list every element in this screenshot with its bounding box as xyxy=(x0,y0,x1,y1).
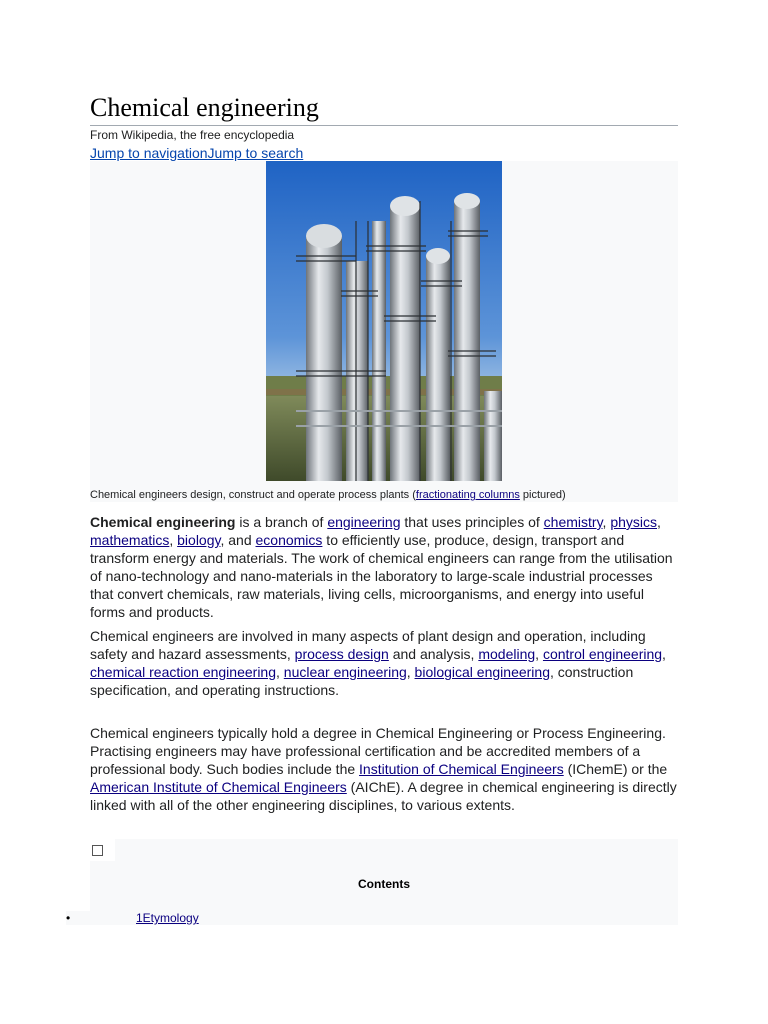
text: that uses principles of xyxy=(400,514,544,530)
text: , xyxy=(535,646,543,662)
paragraph-degree xyxy=(90,724,678,814)
bold-term: Chemical engineering xyxy=(90,514,236,530)
figure-caption xyxy=(90,488,566,502)
infobox-figure xyxy=(90,161,678,502)
fractionating-columns-image[interactable] xyxy=(266,161,502,481)
caption-text-end: pictured) xyxy=(519,489,566,501)
text: Chemical engineers typically hold a degree in Chemical Engineering or Process Engineering. Practising engineers may have professional certification and be accredited members of a professional body. Such bodies include the xyxy=(90,725,666,777)
text: , xyxy=(662,646,666,662)
toc-title: Contents xyxy=(358,877,410,891)
biology-link[interactable]: biology xyxy=(177,532,221,548)
bullet-icon: • xyxy=(66,911,71,925)
text: , xyxy=(406,664,415,680)
biological-engineering-link[interactable]: biological engineering xyxy=(414,664,550,680)
fractionating-columns-link[interactable]: fractionating columns xyxy=(415,489,520,501)
site-tagline: From Wikipedia, the free encyclopedia xyxy=(90,128,295,142)
text: , construction specification, and operating instructions. xyxy=(90,664,634,698)
jump-to-search-link[interactable]: Jump to search xyxy=(207,145,304,161)
text: , xyxy=(169,532,178,548)
text: , xyxy=(276,664,284,680)
page-title: Chemical engineering xyxy=(90,93,319,122)
text: Chemical engineers are involved in many aspects of plant design and operation, including safety and hazard assessments, xyxy=(90,628,646,662)
checkbox-icon[interactable] xyxy=(92,845,103,856)
icheme-link[interactable]: Institution of Chemical Engineers xyxy=(359,761,564,777)
table-of-contents xyxy=(66,839,678,925)
text: , xyxy=(602,514,611,530)
toc-toggle[interactable] xyxy=(90,839,115,861)
physics-link[interactable]: physics xyxy=(610,514,657,530)
text: (AIChE). A degree in chemical engineering is directly linked with all of the other engineering disciplines, to various extents. xyxy=(90,779,677,813)
title-divider xyxy=(90,125,678,126)
control-engineering-link[interactable]: control engineering xyxy=(542,646,663,662)
text: to efficiently use, produce, design, transport and transform energy and materials. The work of chemical engineers can range from the utilisation of nano-technology and nano-materials in the laboratory to large-scale industrial processes that convert chemicals, raw materials, living cells, microorganisms, and energy into useful forms and products. xyxy=(90,532,673,620)
paragraph-roles xyxy=(90,627,678,699)
chemistry-link[interactable]: chemistry xyxy=(543,514,603,530)
text: and analysis, xyxy=(388,646,479,662)
text: (IChemE) or the xyxy=(563,761,668,777)
caption-text: Chemical engineers design, construct and operate process plants ( xyxy=(90,489,416,501)
text: , xyxy=(657,514,661,530)
toc-link-etymology[interactable]: 1Etymology xyxy=(136,911,199,925)
mathematics-link[interactable]: mathematics xyxy=(90,532,170,548)
text: is a branch of xyxy=(235,514,328,530)
paragraph-intro xyxy=(90,513,678,621)
economics-link[interactable]: economics xyxy=(255,532,323,548)
text: , and xyxy=(220,532,256,548)
modeling-link[interactable]: modeling xyxy=(478,646,536,662)
aiche-link[interactable]: American Institute of Chemical Engineers xyxy=(90,779,347,795)
jump-links xyxy=(90,145,303,162)
jump-to-navigation-link[interactable]: Jump to navigation xyxy=(90,145,208,161)
nuclear-engineering-link[interactable]: nuclear engineering xyxy=(283,664,407,680)
engineering-link[interactable]: engineering xyxy=(327,514,401,530)
chemical-reaction-engineering-link[interactable]: chemical reaction engineering xyxy=(90,664,276,680)
process-design-link[interactable]: process design xyxy=(294,646,389,662)
